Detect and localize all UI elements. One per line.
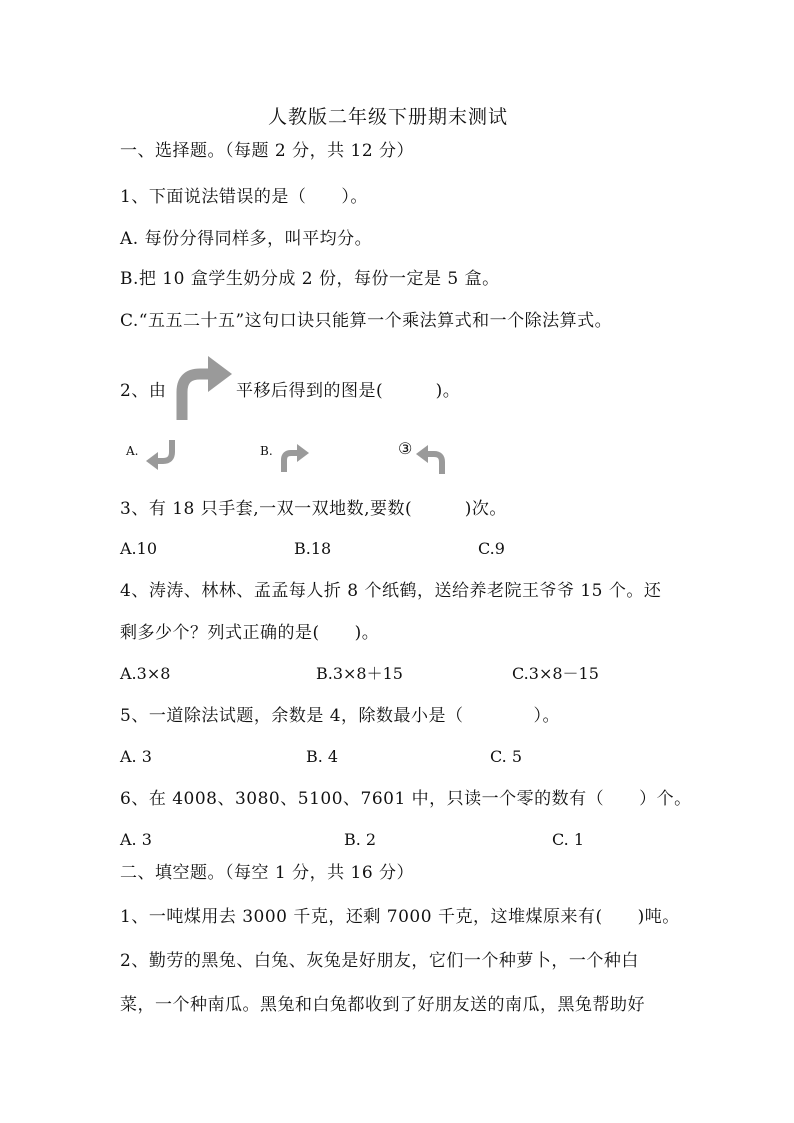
q5-stem: 5、一道除法试题，余数是 4，除数最小是（ ）。	[120, 706, 561, 726]
q5-option-b: B. 4	[306, 747, 339, 766]
turn-left-arrow-icon	[414, 442, 448, 474]
q5-option-a: A. 3	[120, 747, 152, 766]
q6-option-c: C. 1	[552, 830, 585, 849]
q4-option-c: C.3×8－15	[512, 664, 599, 683]
f2-stem-line1: 2、勤劳的黑兔、白兔、灰兔是好朋友，它们一个种萝卜，一个种白	[120, 951, 639, 971]
section1-heading: 一、选择题。（每题 2 分，共 12 分）	[120, 141, 415, 161]
q4-option-b: B.3×8＋15	[316, 664, 403, 683]
q1-option-b: B.把 10 盒学生奶分成 2 份，每份一定是 5 盒。	[120, 269, 500, 289]
turn-right-arrow-small-icon	[278, 442, 312, 472]
q4-stem-line2: 剩多少个？列式正确的是( )。	[120, 623, 380, 643]
q2-stem-prefix: 2、由	[120, 381, 167, 401]
q2-option-a-label: A.	[126, 444, 139, 458]
turn-down-left-arrow-icon	[144, 440, 180, 472]
q3-option-a: A.10	[120, 539, 157, 558]
q3-option-b: B.18	[294, 539, 332, 558]
q1-option-a: A. 每份分得同样多，叫平均分。	[120, 229, 373, 249]
q6-option-a: A. 3	[120, 830, 152, 849]
q2-option-c-label: ③	[398, 439, 413, 458]
f1-stem: 1、一吨煤用去 3000 千克，还剩 7000 千克，这堆煤原来有( )吨。	[120, 907, 680, 927]
q6-option-b: B. 2	[344, 830, 377, 849]
q2-stem-suffix: 平移后得到的图是( )。	[236, 381, 461, 401]
section2-heading: 二、填空题。（每空 1 分，共 16 分）	[120, 863, 415, 883]
q5-option-c: C. 5	[490, 747, 523, 766]
q6-stem: 6、在 4008、3080、5100、7601 中，只读一个零的数有（ ）个。	[120, 789, 692, 809]
page-title: 人教版二年级下册期末测试	[268, 106, 509, 128]
q4-option-a: A.3×8	[120, 664, 171, 683]
q1-option-c: C.“五五二十五”这句口诀只能算一个乘法算式和一个除法算式。	[120, 311, 613, 331]
turn-right-arrow-icon	[170, 352, 234, 422]
f2-stem-line2: 菜，一个种南瓜。黑兔和白兔都收到了好朋友送的南瓜，黑兔帮助好	[120, 995, 645, 1015]
q2-option-b-label: B.	[260, 444, 273, 458]
q3-stem: 3、有 18 只手套,一双一双地数,要数( )次。	[120, 499, 507, 519]
q4-stem-line1: 4、涛涛、林林、孟孟每人折 8 个纸鹤，送给养老院王爷爷 15 个。还	[120, 581, 662, 601]
q3-option-c: C.9	[478, 539, 505, 558]
q1-stem: 1、下面说法错误的是（ ）。	[120, 187, 368, 207]
